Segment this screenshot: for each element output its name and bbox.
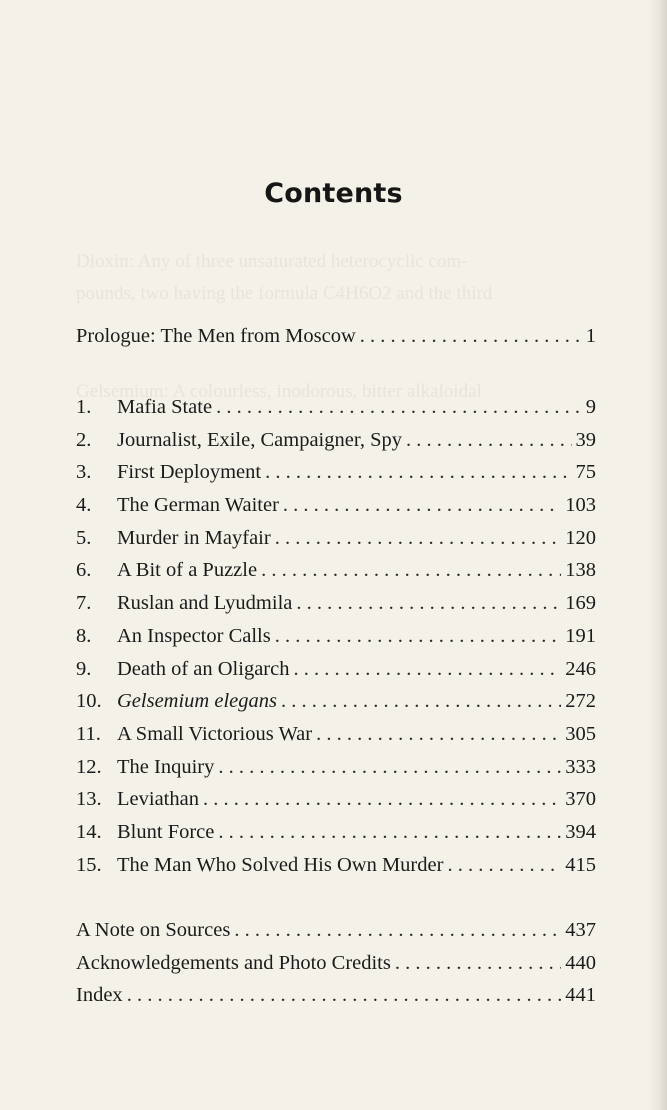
entry-number: 5. (76, 526, 92, 549)
entry-page-number: 191 (565, 624, 596, 647)
toc-entry[interactable] (76, 854, 596, 887)
entry-page-number: 272 (565, 690, 596, 713)
entry-page-number: 415 (565, 853, 596, 876)
entry-page-number: 394 (565, 820, 596, 843)
dot-leader (293, 658, 561, 681)
dot-leader (281, 690, 561, 713)
toc-entry[interactable] (76, 461, 596, 494)
entry-page-number: 75 (575, 461, 596, 484)
show-through-line: Gelsemium: A colourless, inodorous, bitter alkaloidal (76, 381, 482, 402)
entry-title: Leviathan (117, 788, 199, 811)
entry-title: The Man Who Solved His Own Murder (117, 853, 444, 876)
entry-number: 7. (76, 592, 92, 615)
dot-leader (275, 527, 562, 550)
entry-title: Journalist, Exile, Campaigner, Spy (117, 428, 402, 451)
toc-entry[interactable] (76, 592, 596, 625)
entry-page-number: 169 (565, 592, 596, 615)
entry-page-number: 120 (565, 526, 596, 549)
entry-page-number: 246 (565, 657, 596, 680)
entry-number: 1. (76, 396, 92, 418)
toc-entry[interactable] (76, 429, 596, 462)
entry-title: A Small Victorious War (117, 722, 313, 745)
dot-leader (296, 592, 561, 615)
toc-entry[interactable] (76, 821, 596, 854)
entry-title: Index (76, 984, 123, 1007)
entry-number: 11. (76, 722, 101, 745)
dot-leader (234, 919, 561, 942)
toc-entry[interactable] (76, 919, 596, 952)
dot-leader (406, 429, 572, 452)
dot-leader (265, 461, 571, 484)
entry-number: 14. (76, 820, 102, 843)
dot-leader (203, 788, 561, 811)
entry-page-number: 333 (565, 755, 596, 778)
dot-leader (218, 756, 561, 779)
entry-title: Prologue: The Men from Moscow (76, 325, 356, 347)
entry-number: 4. (76, 494, 92, 517)
back-matter-section (76, 919, 596, 1017)
entry-title: Acknowledgements and Photo Credits (76, 951, 391, 974)
toc-entry[interactable] (76, 625, 596, 658)
entry-title: A Bit of a Puzzle (117, 559, 258, 582)
entry-number: 6. (76, 559, 92, 582)
dot-leader (218, 821, 561, 844)
entry-title: Murder in Mayfair (117, 526, 271, 549)
entry-page-number: 370 (565, 788, 596, 811)
entry-number: 8. (76, 624, 92, 647)
entry-title: Mafia State (117, 396, 213, 418)
entry-title: The Inquiry (117, 755, 215, 778)
chapters-section (76, 396, 596, 886)
toc-entry[interactable] (76, 527, 596, 560)
entry-title: The German Waiter (117, 494, 279, 517)
toc-entry[interactable] (76, 952, 596, 985)
toc-entry[interactable] (76, 723, 596, 756)
entry-number: 9. (76, 657, 92, 680)
dot-leader (395, 952, 561, 975)
toc-entry[interactable] (76, 788, 596, 821)
entry-page-number: 441 (565, 984, 596, 1007)
entry-page-number: 39 (575, 428, 596, 451)
toc-entry[interactable] (76, 690, 596, 723)
dot-leader (360, 325, 582, 348)
entry-page-number: 305 (565, 722, 596, 745)
entry-title: Death of an Oligarch (117, 657, 290, 680)
toc-entry[interactable] (76, 494, 596, 527)
show-through-line: pounds, two having the formula C4H6O2 and the third (76, 283, 493, 304)
toc-entry[interactable] (76, 756, 596, 789)
entry-title: Ruslan and Lyudmila (117, 592, 293, 615)
dot-leader (261, 559, 561, 582)
entry-number: 2. (76, 428, 92, 451)
page-edge-shadow (649, 0, 667, 1110)
prologue-section (76, 325, 596, 358)
entry-title: First Deployment (117, 461, 262, 484)
toc-entry-prologue[interactable] (76, 325, 596, 358)
entry-page-number: 9 (585, 396, 596, 418)
dot-leader (127, 984, 562, 1007)
entry-title: Blunt Force (117, 820, 215, 843)
entry-page-number: 138 (565, 559, 596, 582)
entry-number: 15. (76, 853, 102, 876)
entry-title: Gelsemium elegans (117, 690, 277, 713)
entry-number: 12. (76, 755, 102, 778)
show-through-line: Dioxin: Any of three unsaturated heterocyclic com- (76, 251, 468, 272)
entry-title: A Note on Sources (76, 919, 231, 941)
entry-page-number: 437 (565, 919, 596, 941)
dot-leader (316, 723, 561, 746)
entry-page-number: 440 (565, 951, 596, 974)
entry-page-number: 1 (585, 325, 596, 347)
dot-leader (447, 854, 561, 877)
entry-number: 10. (76, 690, 102, 713)
toc-entry[interactable] (76, 396, 596, 429)
dot-leader (283, 494, 561, 517)
entry-page-number: 103 (565, 494, 596, 517)
contents-heading: Contents (264, 178, 403, 209)
toc-entry[interactable] (76, 559, 596, 592)
toc-entry[interactable] (76, 658, 596, 691)
dot-leader (275, 625, 562, 648)
entry-title: An Inspector Calls (117, 624, 271, 647)
toc-entry[interactable] (76, 984, 596, 1017)
entry-number: 13. (76, 788, 102, 811)
dot-leader (216, 396, 582, 419)
entry-number: 3. (76, 461, 92, 484)
